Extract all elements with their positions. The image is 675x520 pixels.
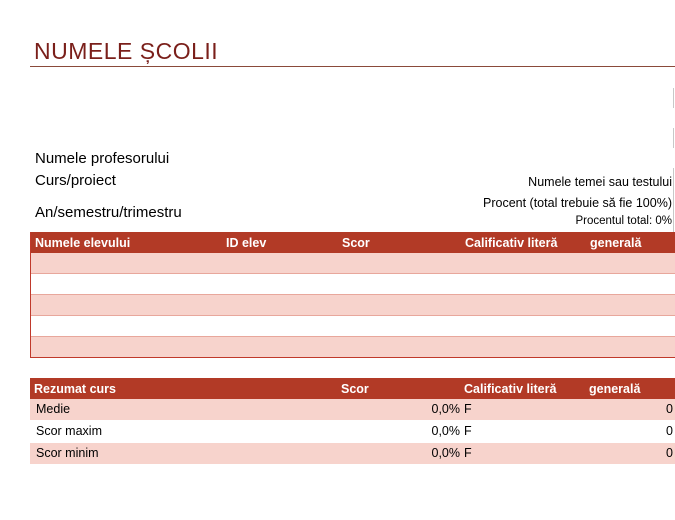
teacher-name-cell[interactable]: Numele profesorului — [35, 150, 170, 167]
summary-score-cell[interactable]: 0,0% — [431, 402, 460, 416]
column-header-student-name[interactable]: Numele elevului — [35, 236, 131, 250]
table-row[interactable] — [31, 253, 675, 274]
assignment-percent-cell[interactable]: Procent (total trebuie să fie 100%) — [483, 196, 672, 210]
summary-label-cell[interactable]: Medie — [36, 402, 71, 416]
summary-score-cell[interactable]: 0,0% — [431, 424, 460, 438]
summary-grade-cell[interactable]: F — [464, 402, 472, 416]
total-percent-cell — [575, 215, 672, 227]
column-header-letter-grade[interactable]: Calificativ literă — [464, 382, 557, 396]
total-percent-value: 0% — [655, 215, 672, 227]
course-cell[interactable]: Curs/proiect — [35, 172, 116, 189]
term-cell[interactable]: An/semestru/trimestru — [35, 204, 182, 221]
cell-edge-mark — [673, 88, 674, 108]
table-row[interactable] — [31, 295, 675, 316]
title-divider — [30, 66, 675, 67]
students-table — [30, 232, 675, 358]
table-row[interactable] — [31, 274, 675, 295]
summary-grade-cell[interactable]: F — [464, 424, 472, 438]
cell-edge-mark — [673, 128, 674, 148]
summary-label-cell[interactable]: Scor maxim — [36, 424, 102, 438]
column-header-score[interactable]: Scor — [341, 382, 369, 396]
assignment-topic-cell[interactable]: Numele temei sau testului — [528, 175, 672, 189]
total-percent-label: Procentul total: — [575, 215, 653, 227]
column-header-overall[interactable]: generală — [589, 382, 641, 396]
summary-score-cell[interactable]: 0,0% — [431, 446, 460, 460]
students-table-header — [31, 232, 675, 253]
summary-table-header — [30, 378, 675, 399]
summary-table — [30, 378, 675, 465]
column-header-overall[interactable]: generală — [590, 236, 642, 250]
column-header-student-id[interactable]: ID elev — [226, 236, 267, 250]
summary-label-cell[interactable]: Scor minim — [36, 446, 99, 460]
summary-row-min[interactable] — [30, 443, 675, 465]
table-row[interactable] — [31, 337, 675, 357]
summary-grade-cell[interactable]: F — [464, 446, 472, 460]
summary-overall-cell[interactable]: 0 — [666, 424, 673, 438]
column-header-score[interactable]: Scor — [342, 236, 370, 250]
cell-edge-mark — [673, 168, 674, 232]
column-header-course-summary[interactable]: Rezumat curs — [34, 382, 116, 396]
school-name-title[interactable]: NUMELE ȘCOLII — [34, 38, 219, 64]
summary-overall-cell[interactable]: 0 — [666, 446, 673, 460]
summary-row-max[interactable] — [30, 421, 675, 443]
table-row[interactable] — [31, 316, 675, 337]
summary-row-average[interactable] — [30, 399, 675, 421]
summary-overall-cell[interactable]: 0 — [666, 402, 673, 416]
column-header-letter-grade[interactable]: Calificativ literă — [465, 236, 558, 250]
